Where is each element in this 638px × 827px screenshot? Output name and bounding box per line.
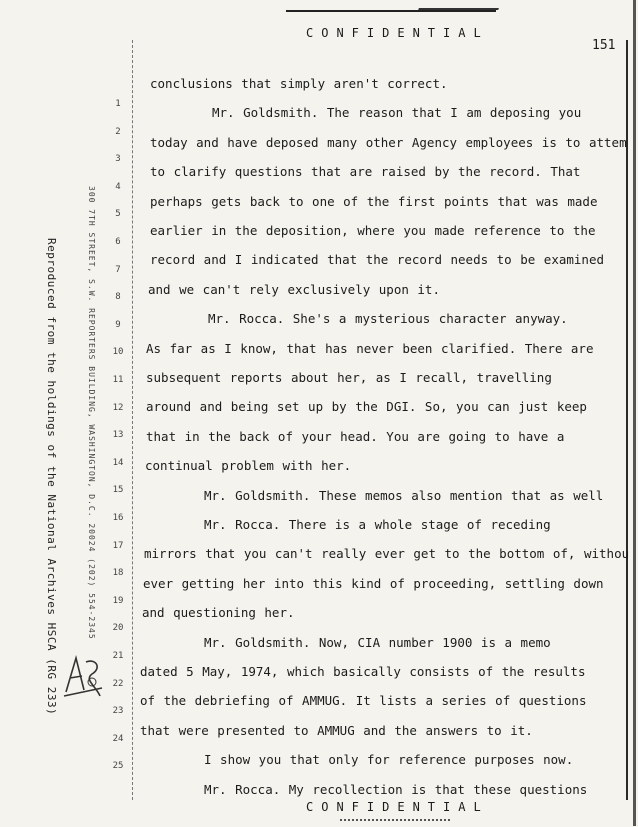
reporter-address: 300 7TH STREET, S.W. REPORTERS BUILDING, WASHINGTON, D.C. 20024 (202) 554-2345 [87,186,96,640]
transcript-line: mirrors that you can't really ever get to the bottom of, withou [144,546,630,562]
line-number: 10 [112,347,124,358]
line-number: 7 [115,264,121,275]
transcript-line: and questioning her. [142,605,295,621]
line-number: 18 [112,568,124,579]
line-number: 4 [115,181,121,192]
line-number: 3 [115,154,121,165]
line-number: 25 [112,761,124,772]
line-number: 11 [112,375,124,385]
transcript-line: I show you that only for reference purposes now. [204,752,574,768]
transcript-line: Mr. Goldsmith. The reason that I am deposing you [212,105,582,121]
transcript-line: earlier in the deposition, where you made reference to the [150,223,596,238]
transcript-line: of the debriefing of AMMUG. It lists a series of questions [140,693,587,709]
line-number: 14 [112,457,124,468]
line-number: 23 [112,706,124,717]
line-number: 12 [112,402,124,413]
transcript-line: ever getting her into this kind of proceeding, settling down [143,575,604,591]
transcript-line: Mr. Goldsmith. Now, CIA number 1900 is a memo [204,634,551,650]
line-number: 21 [112,651,124,661]
line-number: 15 [112,485,124,496]
page-number: 151 [592,38,616,53]
transcript-line: Mr. Rocca. There is a whole stage of receding [204,517,551,532]
line-number: 19 [112,595,124,606]
transcript-line: Mr. Rocca. My recollection is that these questions [204,781,588,797]
line-number: 9 [115,319,121,330]
transcript-line: As far as I know, that has never been clarified. There are [146,340,594,356]
transcript-line: subsequent reports about her, as I recall, travelling [146,370,552,385]
line-number: 17 [112,540,124,551]
transcript-line: around and being set up by the DGI. So, you can just keep [146,399,587,415]
transcript-line: today and have deposed many other Agency employees is to attem [150,134,627,150]
transcript-line: dated 5 May, 1974, which basically consists of the results [140,664,586,679]
line-number: 20 [112,623,124,634]
transcript-line: that were presented to AMMUG and the answers to it. [140,722,533,738]
line-number: 2 [115,126,121,137]
header-confidential: CONFIDENTIAL [306,26,489,40]
line-number: 13 [112,430,124,441]
archive-source-note: Reproduced from the holdings of the National Archives HSCA (RG 233) [45,238,58,716]
transcript-line: conclusions that simply aren't correct. [150,76,448,91]
transcript-line: continual problem with her. [145,458,352,474]
transcript-line: Mr. Goldsmith. These memos also mention that as well [204,487,604,503]
transcript-line: and we can't rely exclusively upon it. [148,281,440,297]
footer-confidential: CONFIDENTIAL [306,800,489,814]
line-number: 16 [112,513,124,523]
transcript-line: Mr. Rocca. She's a mysterious character anyway. [208,311,568,327]
line-number: 8 [115,292,121,303]
transcript-line: perhaps gets back to one of the first points that was made [150,193,598,209]
transcript-line: record and I indicated that the record needs to be examined [150,252,605,268]
transcript-line: to clarify questions that are raised by the record. That [150,164,581,180]
line-number: 22 [112,678,124,689]
line-number: 1 [115,99,121,109]
line-number: 6 [115,237,121,247]
transcript-line: that in the back of your head. You are going to have a [146,428,565,444]
line-number: 24 [112,733,124,744]
line-number: 5 [115,209,121,220]
